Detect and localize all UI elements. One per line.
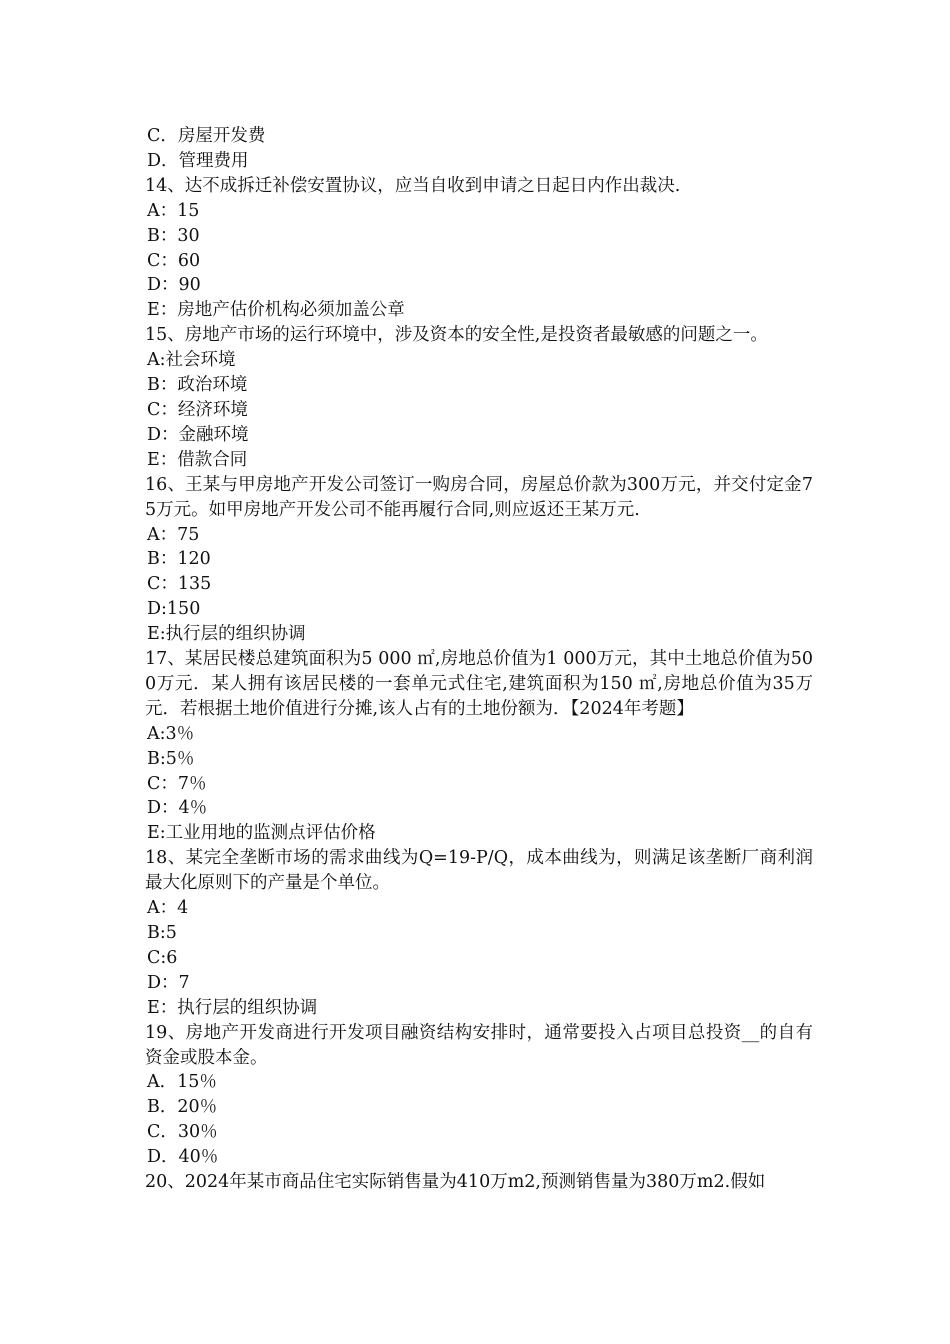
question-line: 20、2024年某市商品住宅实际销售量为410万m2,预测销售量为380万m2.假如 [145,1172,766,1193]
option-line: A．15％ [147,1072,217,1093]
option-line: D．40％ [147,1147,219,1168]
option-line: A:3％ [147,723,195,744]
option-line: D:150 [147,599,201,620]
option-line: B：政治环境 [147,375,248,396]
document-body [145,124,815,1195]
question-line: 14、达不成拆迁补偿安置协议，应当自收到申请之日起日内作出裁决. [145,175,681,196]
option-line: C：经济环境 [147,399,248,420]
option-line: A:社会环境 [147,350,236,371]
option-line: C：7％ [147,773,207,794]
option-line: B：120 [147,549,211,570]
option-line: E：执行层的组织协调 [147,997,318,1018]
option-line: E:执行层的组织协调 [147,624,306,645]
option-line: D．管理费用 [147,150,249,171]
option-line: A：15 [147,200,200,221]
option-line: C:6 [147,947,178,968]
option-line: C：135 [147,574,212,595]
option-line: C：60 [147,250,201,271]
question-paragraph: 17、某居民楼总建筑面积为5 000 ㎡,房地总价值为1 000万元，其中土地总价值为500万元．某人拥有该居民楼的一套单元式住宅,建筑面积为150 ㎡,房地总价值为35万元．若根据土地价值进行分摊,该人占有的土地份额为．【2024年考题】 [145,649,813,719]
option-line: D：7 [147,972,190,993]
question-paragraph: 19、房地产开发商进行开发项目融资结构安排时，通常要投入占项目总投资__的自有资金或股本金。 [145,1022,813,1068]
option-line: C．房屋开发费 [147,126,266,146]
option-line: B：30 [147,225,200,246]
option-line: D：90 [147,275,201,296]
option-line: D：金融环境 [147,424,249,445]
option-line: B．20％ [147,1097,218,1118]
question-paragraph: 16、王某与甲房地产开发公司签订一购房合同，房屋总价款为300万元，并交付定金75万元。如甲房地产开发公司不能再履行合同,则应返还王某万元. [145,474,813,520]
option-line: D：4％ [147,798,208,819]
question-line: 15、房地产市场的运行环境中，涉及资本的安全性,是投资者最敏感的问题之一。 [145,325,768,346]
question-paragraph: 18、某完全垄断市场的需求曲线为Q=19-P/Q，成本曲线为，则满足该垄断厂商利润最大化原则下的产量是个单位。 [145,848,813,894]
option-line: B:5％ [147,748,195,769]
option-line: A：75 [147,524,200,545]
option-line: E:工业用地的监测点评估价格 [147,823,376,844]
option-line: E：借款合同 [147,449,248,470]
option-line: E：房地产估价机构必须加盖公章 [147,300,405,321]
option-line: C．30％ [147,1122,218,1143]
option-line: B:5 [147,923,177,943]
option-line: A：4 [147,898,189,919]
